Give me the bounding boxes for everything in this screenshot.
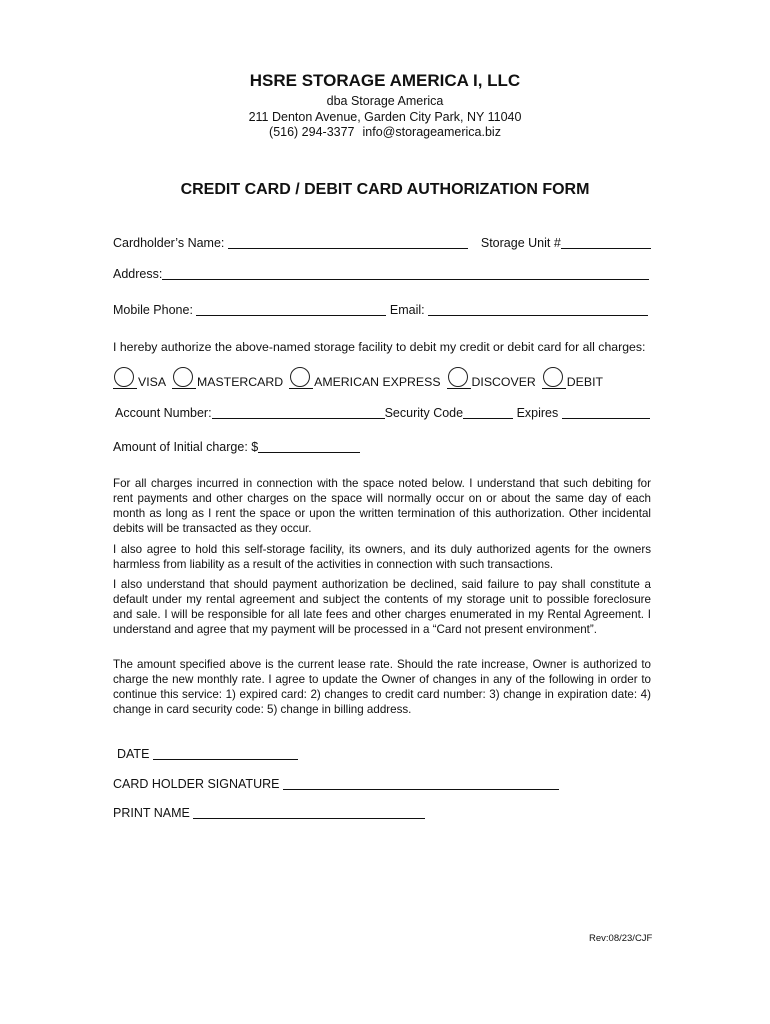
security-code-field[interactable] <box>463 406 513 419</box>
card-option-label: AMERICAN EXPRESS <box>314 375 441 389</box>
storage-unit-field[interactable] <box>561 236 651 249</box>
company-address: 211 Denton Avenue, Garden City Park, NY 11040 <box>248 110 522 124</box>
form-title: CREDIT CARD / DEBIT CARD AUTHORIZATION FORM <box>180 181 590 198</box>
company-email: info@storageamerica.biz <box>362 125 501 139</box>
card-option-debit[interactable] <box>542 367 603 389</box>
address-label: Address: <box>113 267 163 281</box>
radio-circle-icon[interactable] <box>289 367 313 389</box>
signature-label: CARD HOLDER SIGNATURE <box>113 777 280 791</box>
storage-unit-label: Storage Unit # <box>480 236 561 250</box>
signature-field[interactable] <box>283 777 559 790</box>
account-number-label: Account Number: <box>115 406 212 420</box>
print-name-row <box>113 806 425 820</box>
expires-label: Expires <box>516 406 559 420</box>
print-name-label: PRINT NAME <box>113 806 190 820</box>
terms-paragraph-3: I also understand that should payment authorization be declined, said failure to pay shall constitute a default under my rental agreement and subject the contents of my storage unit to possible foreclosure and sale. I will be responsible for all late fees and other charges enumerated in my Rental Agreement. I understand and agree that my payment will be processed in a “Card not present environment”. <box>113 578 651 636</box>
revision-code: Rev:08/23/CJF <box>589 933 653 944</box>
print-name-field[interactable] <box>193 806 425 819</box>
mobile-email-row <box>113 303 648 317</box>
terms-paragraph-1: For all charges incurred in connection with the space noted below. I understand that such debiting for rent payments and other charges on the space will normally occur on or about the same day of each month as long as I rent the space or upon the written termination of this authorization. Other incidental debits will be transacted as they occur. <box>113 477 651 535</box>
authorization-statement: I hereby authorize the above-named storage facility to debit my credit or debit card for all charges: <box>113 340 646 354</box>
card-option-mastercard[interactable] <box>172 367 283 389</box>
security-code-label: Security Code <box>384 406 464 420</box>
radio-circle-icon[interactable] <box>542 367 566 389</box>
initial-charge-row <box>113 440 360 454</box>
company-name: HSRE STORAGE AMERICA I, LLC <box>249 71 521 90</box>
card-option-visa[interactable] <box>113 367 166 389</box>
company-dba: dba Storage America <box>326 94 444 108</box>
signature-row <box>113 777 559 791</box>
email-label: Email: <box>389 303 425 317</box>
company-contact <box>0 125 770 139</box>
address-row <box>113 267 649 281</box>
terms-paragraph-2: I also agree to hold this self-storage facility, its owners, and its duly authorized agents for the owners harmless from liability as a result of the activities in connection with such transactions. <box>113 543 651 571</box>
mobile-phone-field[interactable] <box>196 303 386 316</box>
card-option-discover[interactable] <box>447 367 536 389</box>
account-row <box>115 406 650 420</box>
card-option-label: DEBIT <box>566 375 603 389</box>
card-option-label: MASTERCARD <box>197 375 284 389</box>
cardholder-name-field[interactable] <box>228 236 468 249</box>
card-option-label: DISCOVER <box>471 375 536 389</box>
cardholder-row <box>113 236 651 250</box>
initial-charge-label: Amount of Initial charge: $ <box>113 440 259 454</box>
radio-circle-icon[interactable] <box>172 367 196 389</box>
account-number-field[interactable] <box>212 406 385 419</box>
date-label: DATE <box>117 747 150 761</box>
terms-paragraph-4: The amount specified above is the current lease rate. Should the rate increase, Owner is authorized to charge the new monthly rate. I agree to update the Owner of changes in any of the following in order to continue this service: 1) expired card: 2) changes to credit card number: 3) change in expiration date: 4) change in card security code: 5) change in billing address. <box>113 658 651 716</box>
cardholder-label: Cardholder’s Name: <box>113 236 225 250</box>
radio-circle-icon[interactable] <box>447 367 471 389</box>
card-option-american-express[interactable] <box>289 367 440 389</box>
mobile-phone-label: Mobile Phone: <box>113 303 193 317</box>
date-row <box>117 747 298 761</box>
date-field[interactable] <box>153 747 298 760</box>
card-type-options <box>113 367 609 389</box>
expires-field[interactable] <box>562 406 650 419</box>
card-option-label: VISA <box>138 375 167 389</box>
email-field[interactable] <box>428 303 648 316</box>
address-field[interactable] <box>162 267 649 280</box>
company-phone: (516) 294-3377 <box>269 125 355 139</box>
initial-charge-field[interactable] <box>258 440 360 453</box>
radio-circle-icon[interactable] <box>113 367 137 389</box>
